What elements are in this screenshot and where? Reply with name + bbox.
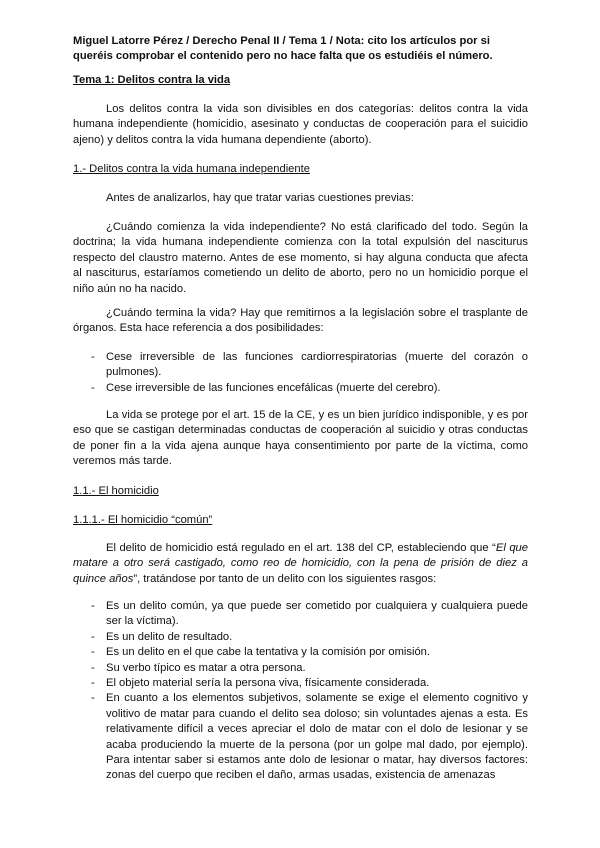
homicide-features-list — [73, 599, 528, 784]
death-criteria-list — [73, 350, 528, 396]
list-item: - En cuanto a los elementos subjetivos, solamente se exige el elemento cognitivo y volitivo de matar para cuando el delito sea doloso; sin voluntades ajenas a esta. Es relativamente difícil a veces apreciar el dolo de matar con el dolo de lesionar y se acaba produciendo la muerte de la persona (por un golpe mal dado, por ejemplo). Para intentar saber si estamos ante dolo de lesionar o matar, hay diversos factores: zonas del cuerpo que reciben el daño, armas usadas, existencia de amenazas — [73, 691, 528, 783]
list-item: - Es un delito común, ya que puede ser cometido por cualquiera y cualquiera puede ser la víctima). — [73, 599, 528, 630]
intro-paragraph: Los delitos contra la vida son divisibles en dos categorías: delitos contra la vida humana independiente (homicidio, asesinato y conductas de cooperación para el suicidio ajeno) y delitos contra la vida humana dependiente (aborto). — [73, 103, 528, 146]
list-item: - Es un delito en el que cabe la tentativa y la comisión por omisión. — [73, 645, 528, 660]
section-1-paragraph-2: ¿Cuándo comienza la vida independiente? No está clarificado del todo. Según la doctrina; la vida humana independiente comienza con la total expulsión del nasciturus respecto del claustro materno. Antes de ese momento, si hay alguna conducta que afecta al nasciturus, estaríamos cometiendo un delito de aborto, pero no un homicidio porque el niño aún no ha nacido. — [73, 221, 528, 295]
definition-lead-text: El delito de homicidio está regulado en el art. 138 del CP, estableciendo que “ — [106, 542, 496, 554]
list-item: - Cese irreversible de las funciones cardiorrespiratorias (muerte del corazón o pulmones). — [73, 350, 528, 381]
article-138-quote: El que matare a otro será castigado, como reo de homicidio, con la pena de prisión de diez a quince años — [73, 542, 528, 585]
list-item: - Cese irreversible de las funciones encefálicas (muerte del cerebro). — [73, 381, 528, 396]
definition-trail-text: ”, tratándose por tanto de un delito con los siguientes rasgos: — [133, 572, 437, 585]
section-1-1-heading: 1.1.- El homicidio — [73, 485, 159, 497]
list-item: - El objeto material sería la persona viva, físicamente considerada. — [73, 676, 528, 691]
topic-title: Tema 1: Delitos contra la vida — [73, 74, 231, 86]
homicide-definition-paragraph — [73, 541, 528, 587]
section-1-paragraph-3: ¿Cuándo termina la vida? Hay que remitirnos a la legislación sobre el trasplante de órganos. Esta hace referencia a dos posibilidades: — [73, 307, 528, 335]
section-1-heading: 1.- Delitos contra la vida humana independiente — [73, 163, 310, 175]
list-item: - Su verbo típico es matar a otra persona. — [73, 661, 528, 676]
section-1-paragraph-1: Antes de analizarlos, hay que tratar varias cuestiones previas: — [106, 192, 414, 204]
document-header: Miguel Latorre Pérez / Derecho Penal II / Tema 1 / Nota: cito los artículos por si queréis comprobar el contenido pero no hace falta que os estudiéis el número. — [73, 35, 493, 63]
section-1-paragraph-4: La vida se protege por el art. 15 de la CE, y es un bien jurídico indisponible, y es por eso que se castigan determinadas conductas de cooperación al suicidio y otras conductas de poner fin a la vida ajena aunque haya consentimiento por parte de la víctima, como veremos más tarde. — [73, 409, 528, 468]
list-item: - Es un delito de resultado. — [73, 630, 528, 645]
section-1-1-1-heading: 1.1.1.- El homicidio “común” — [73, 514, 213, 526]
